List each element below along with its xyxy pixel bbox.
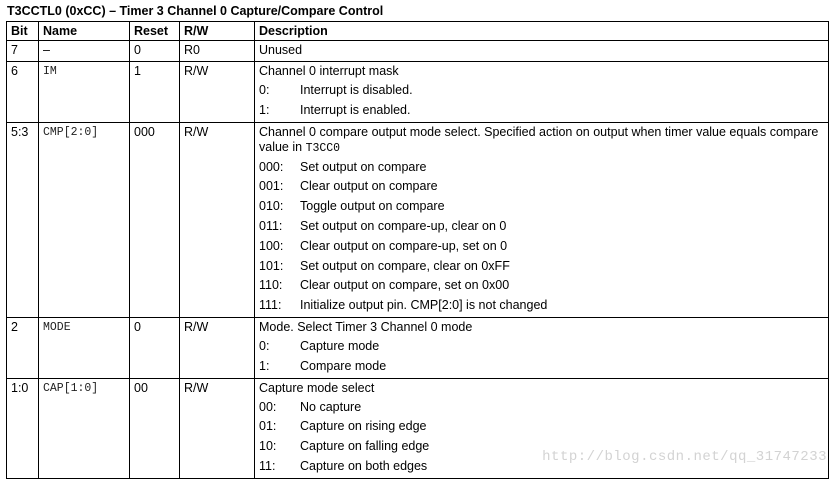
option-text: Clear output on compare	[300, 179, 438, 194]
table-body	[7, 41, 829, 479]
description-text	[259, 125, 824, 158]
description-register-ref: T3CC0	[305, 141, 341, 155]
option-line	[259, 296, 824, 316]
option-line	[259, 177, 824, 197]
option-line	[259, 101, 824, 121]
option-line	[259, 237, 824, 257]
option-text: Set output on compare, clear on 0xFF	[300, 258, 510, 273]
description-text	[259, 381, 824, 398]
option-code: 0:	[259, 338, 270, 353]
cell-bit: 2	[7, 317, 39, 378]
option-text: Interrupt is disabled.	[300, 83, 413, 97]
cell-reset: 0	[130, 317, 180, 378]
description-main-text: Channel 0 compare output mode select. Specified action on output when timer value equals compare value in	[259, 124, 819, 154]
option-text: Toggle output on compare	[300, 199, 445, 214]
cell-bit: 1:0	[7, 378, 39, 478]
option-text: No capture	[300, 399, 362, 414]
option-line	[259, 158, 824, 178]
option-code: 10:	[259, 439, 277, 454]
description-main-text: Capture mode select	[259, 380, 375, 395]
header-reset: Reset	[130, 22, 180, 41]
table-row	[7, 41, 829, 62]
cell-bit: 6	[7, 62, 39, 123]
table-row	[7, 122, 829, 317]
description-text	[259, 320, 824, 337]
cell-rw: R/W	[180, 62, 255, 123]
cell-bit: 7	[7, 41, 39, 62]
table-row	[7, 62, 829, 123]
cell-description	[255, 41, 829, 62]
cell-name: IM	[39, 62, 130, 123]
description-main-text: Mode. Select Timer 3 Channel 0 mode	[259, 319, 473, 334]
header-rw: R/W	[180, 22, 255, 41]
option-text: Capture on rising edge	[300, 419, 427, 434]
option-line	[259, 276, 824, 296]
option-line	[259, 357, 824, 377]
cell-name: CMP[2:0]	[39, 122, 130, 317]
cell-name: CAP[1:0]	[39, 378, 130, 478]
option-code: 00:	[259, 399, 277, 414]
cell-rw: R/W	[180, 378, 255, 478]
option-code: 011:	[259, 218, 283, 233]
option-code: 010:	[259, 199, 284, 214]
option-line	[259, 257, 824, 277]
option-line	[259, 398, 824, 418]
option-text: Set output on compare-up, clear on 0	[300, 218, 507, 233]
cell-name: MODE	[39, 317, 130, 378]
cell-reset: 1	[130, 62, 180, 123]
description-main-text: Channel 0 interrupt mask	[259, 64, 399, 78]
option-text: Compare mode	[300, 358, 387, 373]
option-text: Clear output on compare, set on 0x00	[300, 278, 510, 293]
cell-name: –	[39, 41, 130, 62]
cell-description	[255, 62, 829, 123]
header-bit: Bit	[7, 22, 39, 41]
cell-rw: R0	[180, 41, 255, 62]
option-code: 101:	[259, 258, 284, 273]
option-text: Capture on falling edge	[300, 439, 430, 454]
option-text: Interrupt is enabled.	[300, 102, 411, 117]
option-line	[259, 217, 824, 237]
table-row	[7, 317, 829, 378]
cell-description	[255, 122, 829, 317]
table-title: T3CCTL0 (0xCC) – Timer 3 Channel 0 Capture/Compare Control	[7, 4, 384, 18]
option-text: Set output on compare	[300, 159, 427, 174]
watermark: http://blog.csdn.net/qq_31747233	[542, 449, 827, 465]
description-main-text: Unused	[259, 43, 303, 57]
cell-rw: R/W	[180, 317, 255, 378]
register-table	[6, 21, 829, 479]
description-text	[259, 43, 824, 60]
option-code: 001:	[259, 179, 284, 194]
option-text: Clear output on compare-up, set on 0	[300, 238, 508, 253]
cell-reset: 00	[130, 378, 180, 478]
header-name: Name	[39, 22, 130, 41]
option-code: 01:	[259, 419, 277, 434]
option-line	[259, 337, 824, 357]
option-line	[259, 81, 824, 101]
option-code: 1:	[259, 102, 270, 117]
header-row	[7, 22, 829, 41]
option-code: 0:	[259, 83, 270, 97]
option-text: Initialize output pin. CMP[2:0] is not changed	[300, 298, 548, 313]
option-code: 100:	[259, 238, 284, 253]
cell-reset: 0	[130, 41, 180, 62]
cell-bit: 5:3	[7, 122, 39, 317]
header-description: Description	[255, 22, 829, 41]
option-text: Capture on both edges	[300, 458, 428, 473]
cell-rw: R/W	[180, 122, 255, 317]
option-code: 110:	[259, 278, 283, 293]
cell-reset: 000	[130, 122, 180, 317]
option-code: 1:	[259, 358, 270, 373]
option-line	[259, 417, 824, 437]
option-line	[259, 197, 824, 217]
option-code: 111:	[259, 298, 282, 313]
cell-description	[255, 317, 829, 378]
description-text	[259, 64, 824, 81]
option-code: 000:	[259, 159, 284, 174]
option-text: Capture mode	[300, 338, 380, 353]
option-code: 11:	[259, 458, 276, 473]
